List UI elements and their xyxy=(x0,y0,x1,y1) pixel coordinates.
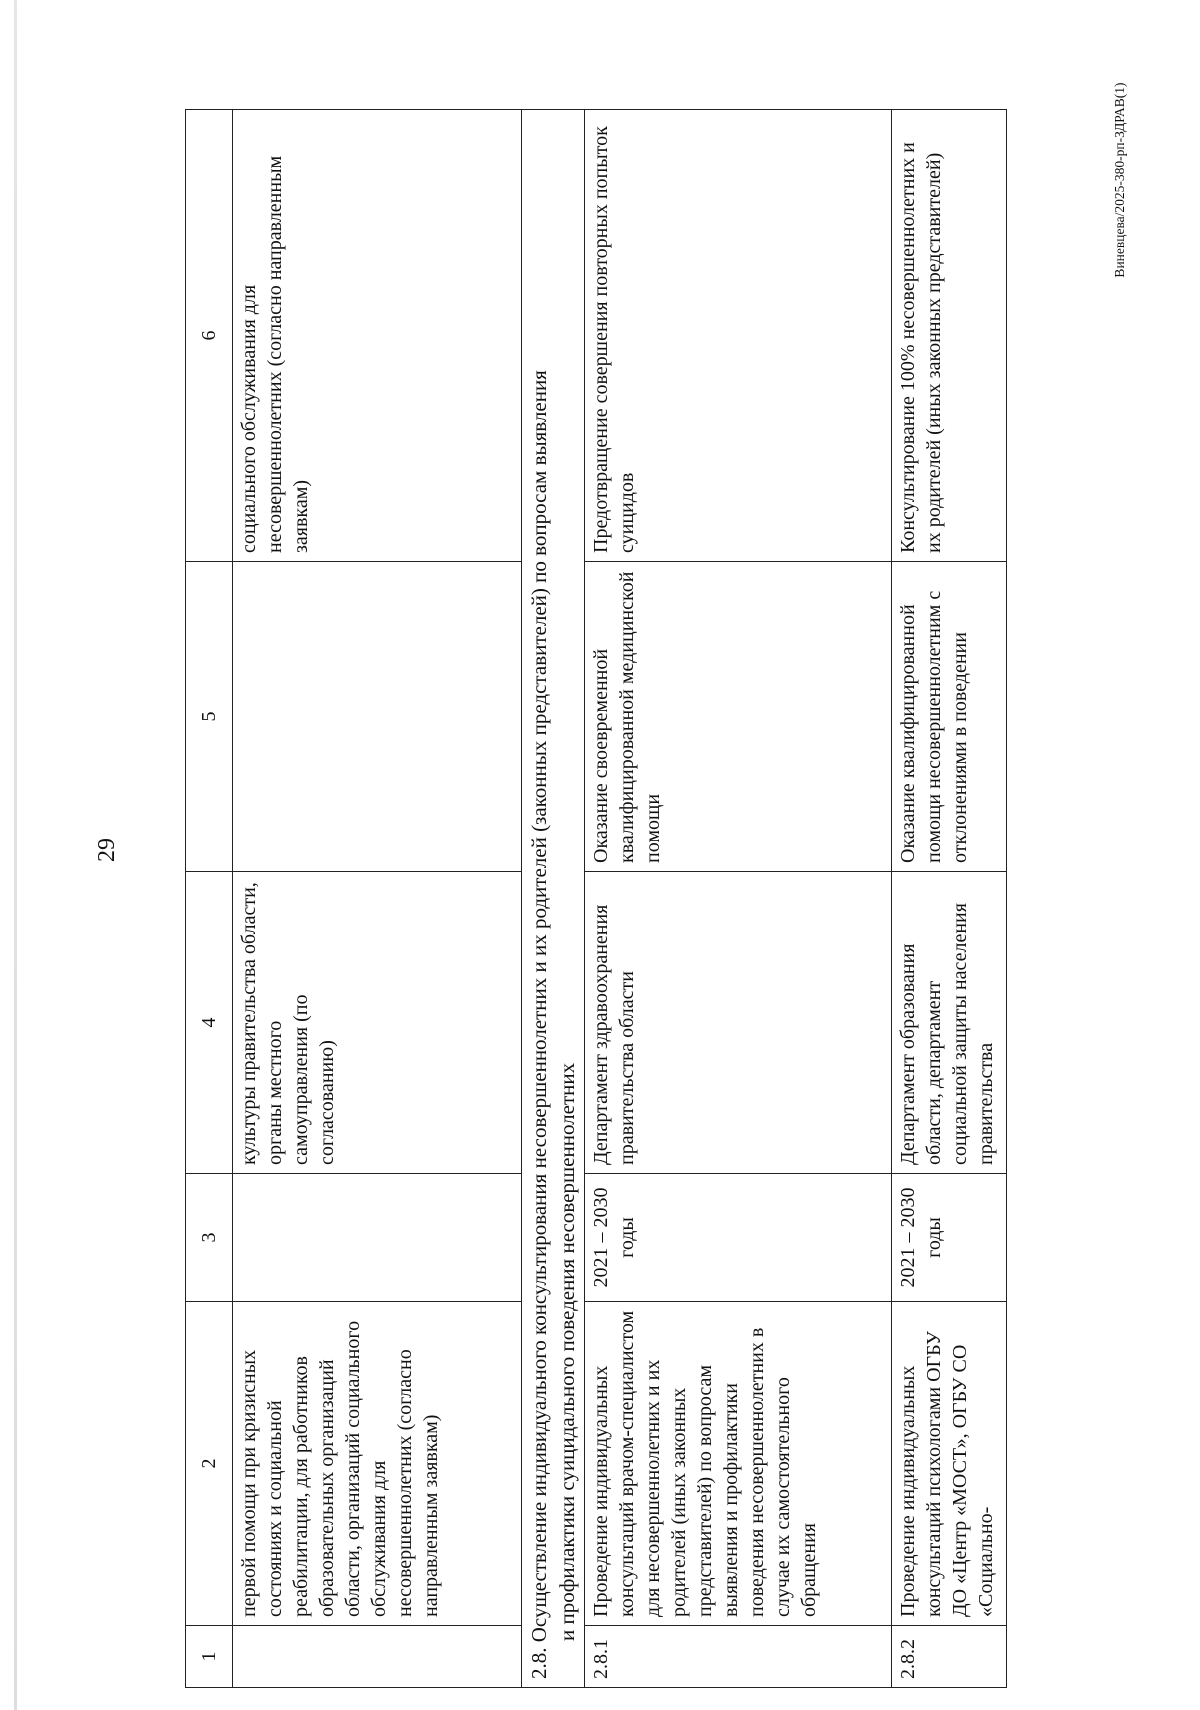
header-col-1: 1 xyxy=(186,1626,233,1688)
section-heading xyxy=(522,110,585,1688)
cont-cell-num xyxy=(233,1626,522,1688)
row-indicator: Консультирование 100% несовершеннолетних и их родителей (иных законных представителей) xyxy=(892,110,1007,562)
header-col-2: 2 xyxy=(186,1302,233,1626)
row-responsible: Департамент здравоохранения правительства области xyxy=(585,872,892,1174)
table-row xyxy=(585,110,892,1688)
header-col-5: 5 xyxy=(186,562,233,872)
cont-cell-result xyxy=(233,562,522,872)
section-row-2-8 xyxy=(522,110,585,1688)
header-col-6: 6 xyxy=(186,110,233,562)
row-number: 2.8.1 xyxy=(585,1626,892,1688)
row-indicator: Предотвращение совершения повторных попыток суицидов xyxy=(585,110,892,562)
row-period: 2021 – 2030 годы xyxy=(892,1174,1007,1302)
cont-cell-activity: первой помощи при кризисных состояниях и социальной реабилитации, для работников образовательных организаций области, организаций социального обслуживания для несовершеннолетних (согласно направленным заявкам) xyxy=(233,1302,522,1626)
header-col-4: 4 xyxy=(186,872,233,1174)
table-row xyxy=(892,110,1007,1688)
header-row xyxy=(186,110,233,1688)
cont-cell-period xyxy=(233,1174,522,1302)
plan-table xyxy=(185,109,1007,1688)
row-result: Оказание своевременной квалифицированной медицинской помощи xyxy=(585,562,892,872)
row-activity: Проведение индивидуальных консультаций психологами ОГБУ ДО «Центр «МОСТ», ОГБУ СО «Социально- xyxy=(892,1302,1007,1626)
row-responsible: Департамент образования области, департамент социальной защиты населения правительства xyxy=(892,872,1007,1174)
section-heading-line2: и профилактики суицидального поведения несовершеннолетних xyxy=(555,1062,579,1641)
row-period: 2021 – 2030 годы xyxy=(585,1174,892,1302)
header-col-3: 3 xyxy=(186,1174,233,1302)
continuation-row xyxy=(233,110,522,1688)
row-result: Оказание квалифицированной помощи несовершеннолетним с отклонениями в поведении xyxy=(892,562,1007,872)
page-number: 29 xyxy=(94,838,120,862)
row-activity: Проведение индивидуальных консультаций врачом-специалистом для несовершеннолетних и их родителей (иных законных представителей) по вопросам выявления и профилактики поведения несовершеннолетних в случае их самостоятельного обращения xyxy=(585,1302,892,1626)
cont-cell-responsible: культуры правительства области, органы местного самоуправления (по согласованию) xyxy=(233,872,522,1174)
section-heading-line1: 2.8. Осуществление индивидуального консультирования несовершеннолетних и их родителей (законных представителей) по вопросам выявления xyxy=(527,370,551,1679)
document-code: Виневцева/2025-380-рп-ЗДРАВ(1) xyxy=(1112,82,1127,278)
cont-cell-indicator: социального обслуживания для несовершеннолетних (согласно направленным заявкам) xyxy=(233,110,522,562)
row-number: 2.8.2 xyxy=(892,1626,1007,1688)
